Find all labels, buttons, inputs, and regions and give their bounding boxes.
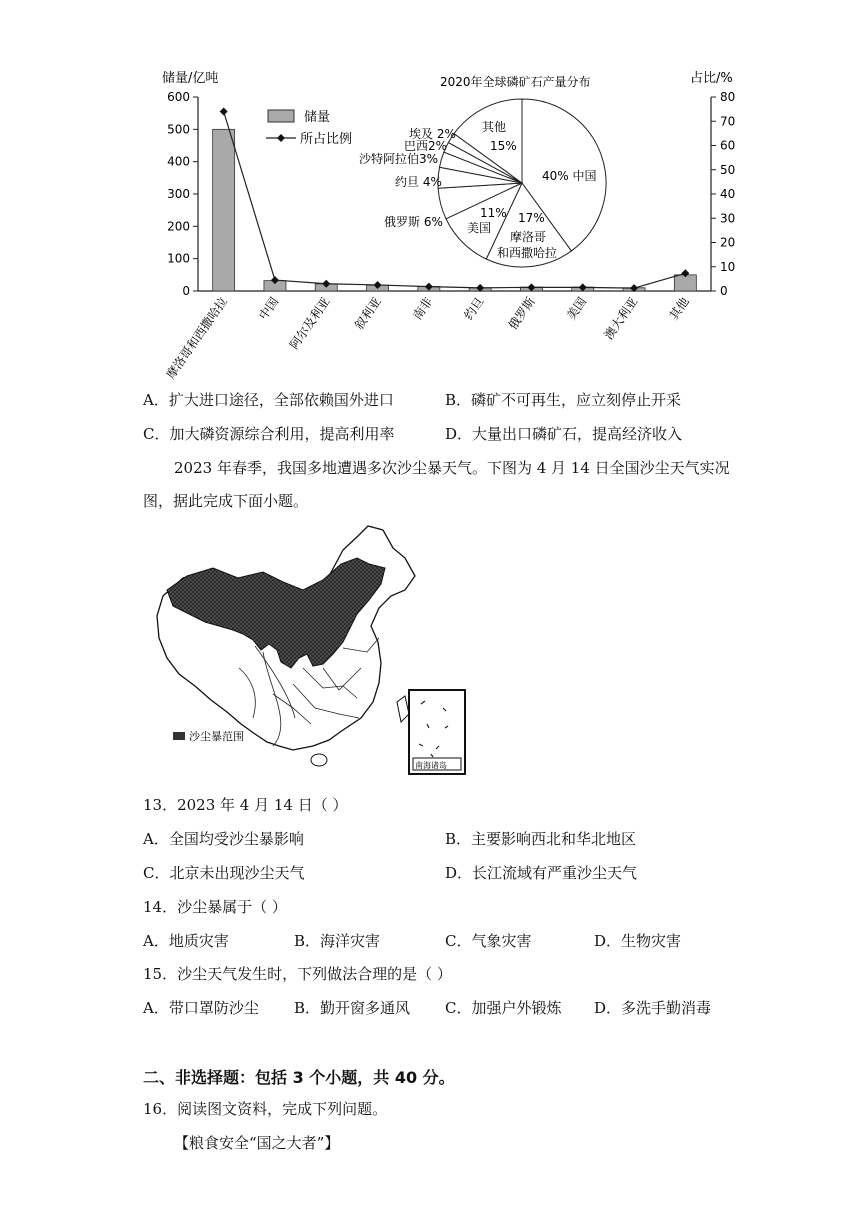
q13-option-b[interactable]: B．主要影响西北和华北地区 xyxy=(445,830,637,848)
right-tick-label: 80 xyxy=(720,90,736,104)
right-tick-label: 10 xyxy=(720,259,736,274)
pie-label: 和西撒哈拉 xyxy=(497,246,558,260)
pie-label: 40% 中国 xyxy=(542,169,597,183)
q13-option-c[interactable]: C．北京未出现沙尘天气 xyxy=(143,864,305,882)
x-tick-label: 南非 xyxy=(410,294,436,323)
x-tick-label: 中国 xyxy=(256,294,282,323)
q15-stem: 15．沙尘天气发生时，下列做法合理的是（ ） xyxy=(143,965,452,983)
q14-option-a[interactable]: A．地质灾害 xyxy=(143,932,229,950)
right-tick-label: 50 xyxy=(720,162,736,177)
inset-label: 南海诸岛 xyxy=(415,761,447,770)
x-tick-label: 叙利亚 xyxy=(351,294,385,333)
left-tick-label: 200 xyxy=(167,219,190,234)
legend-bar-label: 储量 xyxy=(304,110,331,125)
prev-option-c[interactable]: C．加大磷资源综合利用，提高利用率 xyxy=(143,425,395,443)
x-tick-label: 摩洛哥和西撒哈拉 xyxy=(163,294,231,382)
left-axis-label: 储量/亿吨 xyxy=(162,71,219,86)
q13-option-d[interactable]: D．长江流域有严重沙尘天气 xyxy=(445,864,638,882)
x-tick-label: 阿尔及利亚 xyxy=(286,294,333,352)
pie-label: 摩洛哥 xyxy=(510,230,547,244)
intro-line-2: 图，据此完成下面小题。 xyxy=(143,492,309,510)
right-tick-label: 0 xyxy=(720,284,728,298)
left-tick-label: 100 xyxy=(167,251,190,266)
prev-option-d[interactable]: D．大量出口磷矿石，提高经济收入 xyxy=(445,425,683,443)
section-2-heading: 二、非选择题：包括 3 个小题，共 40 分。 xyxy=(143,1068,455,1087)
pie-label: 埃及 2% xyxy=(409,127,456,141)
q13-stem: 13．2023 年 4 月 14 日（ ） xyxy=(143,796,348,814)
q14-option-d[interactable]: D．生物灾害 xyxy=(594,932,682,950)
share-point xyxy=(220,108,228,116)
right-tick-label: 30 xyxy=(720,211,736,226)
q15-option-d[interactable]: D．多洗手勤消毒 xyxy=(594,999,712,1017)
q13-option-a[interactable]: A．全国均受沙尘暴影响 xyxy=(143,830,304,848)
prev-option-a[interactable]: A．扩大进口途径，全部依赖国外进口 xyxy=(143,391,394,409)
q16-stem: 16．阅读图文资料，完成下列问题。 xyxy=(143,1100,388,1118)
left-tick-label: 0 xyxy=(182,284,190,298)
intro-line-1: 2023 年春季，我国多地遭遇多次沙尘暴天气。下图为 4 月 14 日全国沙尘天气实况 xyxy=(174,459,730,477)
pie-label: 巴西2% xyxy=(404,139,448,153)
right-tick-label: 70 xyxy=(720,114,736,129)
right-tick-label: 40 xyxy=(720,187,736,201)
pie-label: 其他 xyxy=(482,120,507,134)
pie-title: 2020年全球磷矿石产量分布 xyxy=(440,75,591,89)
q15-option-a[interactable]: A．带口罩防沙尘 xyxy=(143,999,259,1017)
right-axis-label: 占比/% xyxy=(690,71,733,86)
right-tick-label: 60 xyxy=(720,138,736,153)
pie-label: 约旦 4% xyxy=(395,175,442,189)
q15-option-b[interactable]: B．勤开窗多通风 xyxy=(294,999,411,1017)
pie-label: 11% xyxy=(480,206,507,220)
china-dust-map xyxy=(143,518,473,780)
bar-0 xyxy=(213,129,235,291)
left-tick-label: 600 xyxy=(167,90,190,104)
x-tick-label: 俄罗斯 xyxy=(505,294,538,333)
x-tick-label: 其他 xyxy=(666,294,692,323)
q14-option-c[interactable]: C．气象灾害 xyxy=(445,932,532,950)
x-tick-label: 澳大利亚 xyxy=(601,294,641,343)
pie-label: 17% xyxy=(518,211,545,225)
left-tick-label: 300 xyxy=(167,187,190,201)
q16-subheading: 【粮食安全“国之大者”】 xyxy=(174,1134,340,1152)
pie-label: 美国 xyxy=(467,221,492,235)
q14-option-b[interactable]: B．海洋灾害 xyxy=(294,932,381,950)
x-tick-label: 美国 xyxy=(563,294,590,323)
left-tick-label: 500 xyxy=(167,122,190,137)
pie-label: 俄罗斯 6% xyxy=(384,215,443,229)
pie-label: 沙特阿拉伯3% xyxy=(359,152,439,166)
map-legend-swatch xyxy=(173,732,185,740)
legend-line-label: 所占比例 xyxy=(300,132,353,147)
pie-label: 15% xyxy=(490,139,517,153)
right-tick-label: 20 xyxy=(720,235,736,250)
legend-bar-swatch xyxy=(268,110,294,122)
phosphate-chart xyxy=(0,0,860,385)
q15-option-c[interactable]: C．加强户外锻炼 xyxy=(445,999,562,1017)
q14-stem: 14．沙尘暴属于（ ） xyxy=(143,898,287,916)
map-legend-label: 沙尘暴范围 xyxy=(189,730,244,743)
x-tick-label: 约旦 xyxy=(461,294,487,323)
prev-option-b[interactable]: B．磷矿不可再生，应立刻停止开采 xyxy=(445,391,682,409)
left-tick-label: 400 xyxy=(167,154,190,169)
